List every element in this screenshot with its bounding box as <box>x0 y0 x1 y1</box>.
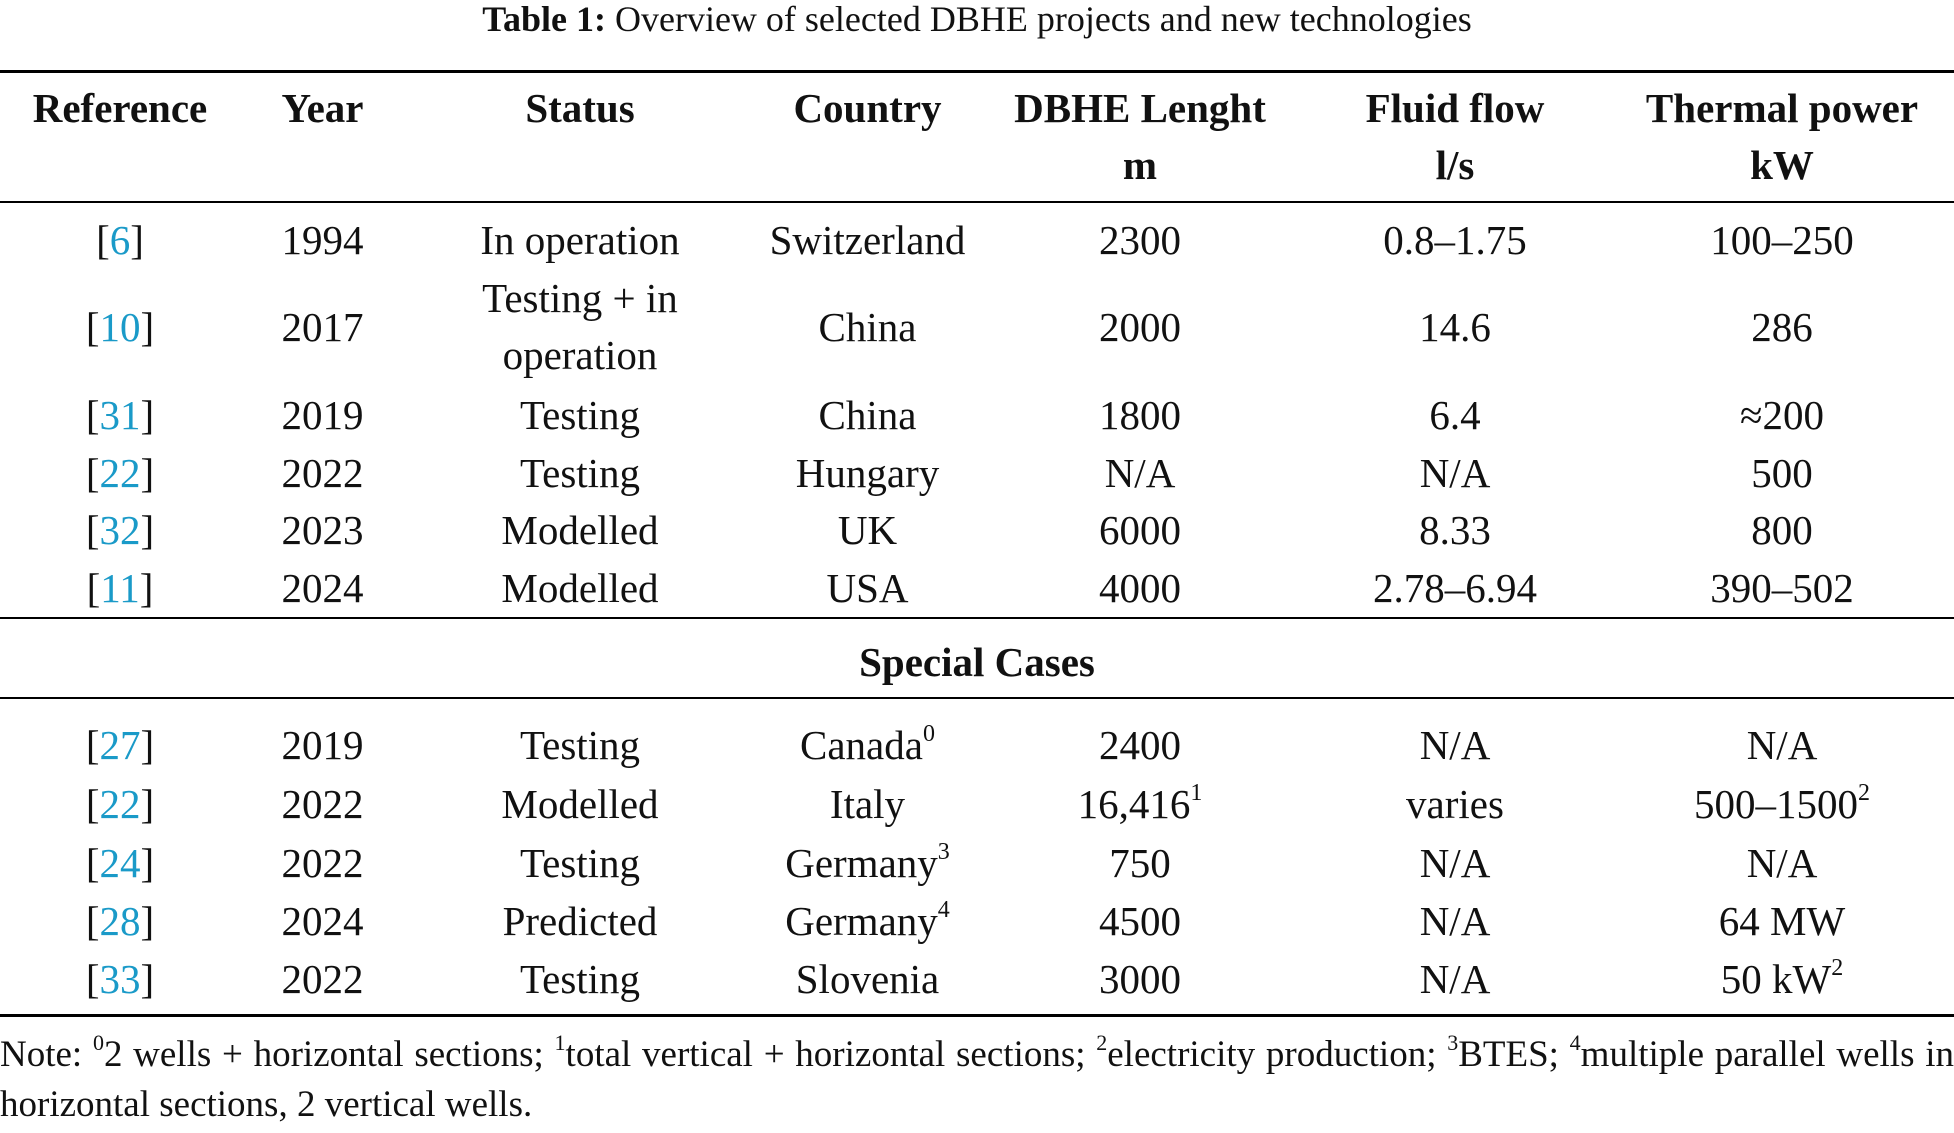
country-cell <box>755 299 980 356</box>
thermal-power-cell <box>1610 502 1954 559</box>
reference-link[interactable]: 32 <box>99 506 141 553</box>
length-cell <box>980 212 1300 269</box>
year-cell: 2024 <box>281 564 364 611</box>
length-cell <box>980 893 1300 950</box>
length-cell-text: N/A <box>1104 449 1176 496</box>
country-cell-text: China <box>818 303 917 350</box>
year-cell: 2022 <box>281 780 364 827</box>
bracket-open: [ <box>86 564 101 611</box>
status-cell: Testing <box>519 391 641 438</box>
thermal-power-cell-text: N/A <box>1746 721 1818 768</box>
length-cell-text: 4500 <box>1099 897 1181 944</box>
table-row <box>0 212 1954 268</box>
table-row <box>0 717 1954 773</box>
length-cell <box>980 560 1300 617</box>
country-cell-text: Italy <box>829 780 906 827</box>
reference-cell <box>0 445 240 502</box>
country-cell-text: USA <box>826 564 909 611</box>
table-header-row <box>0 80 1954 200</box>
country-cell-text: Switzerland <box>769 216 966 263</box>
note-footnote-marker: 4 <box>1569 1030 1581 1055</box>
bottom-rule <box>0 1014 1954 1017</box>
length-cell-text: 1800 <box>1099 391 1181 438</box>
length-cell <box>980 387 1300 444</box>
country-cell <box>755 445 980 502</box>
length-cell <box>980 502 1300 559</box>
fluid-flow-cell: N/A <box>1419 897 1491 944</box>
status-cell: Testing <box>519 955 641 1002</box>
note-footnote-marker: 1 <box>554 1030 566 1055</box>
table-row <box>0 951 1954 1007</box>
thermal-power-cell <box>1610 212 1954 269</box>
reference-cell <box>0 560 240 617</box>
length-cell-text: 2300 <box>1099 216 1181 263</box>
thermal-power-cell <box>1610 835 1954 892</box>
thermal-power-cell-text: 800 <box>1751 506 1813 553</box>
country-cell <box>755 835 980 892</box>
bracket-open: [ <box>96 216 110 263</box>
caption-label: Table 1: <box>482 0 606 39</box>
header-status: Status <box>525 85 635 131</box>
bracket-open: [ <box>85 839 100 886</box>
bracket-close: ] <box>140 391 155 438</box>
table-row <box>0 835 1954 891</box>
year-cell: 2019 <box>281 391 364 438</box>
country-cell-text: Hungary <box>795 449 940 496</box>
reference-link[interactable]: 6 <box>109 216 131 263</box>
thermal-power-cell <box>1610 893 1954 950</box>
thermal-power-cell <box>1610 951 1954 1008</box>
thermal-power-cell-text: 64 MW <box>1718 897 1846 944</box>
country-cell-footnote: 0 <box>922 720 935 747</box>
thermal-power-cell-text: 50 kW <box>1720 955 1832 1002</box>
country-cell-text: Canada <box>800 721 923 768</box>
country-cell <box>755 502 980 559</box>
bracket-close: ] <box>139 564 154 611</box>
status-cell: Predicted <box>502 897 658 944</box>
thermal-power-cell-footnote: 2 <box>1831 954 1844 981</box>
header-reference: Reference <box>32 85 208 131</box>
year-cell: 2022 <box>281 955 364 1002</box>
reference-link[interactable]: 28 <box>99 897 141 944</box>
reference-link[interactable]: 22 <box>99 780 141 827</box>
table-row <box>0 776 1954 832</box>
status-cell: Testing <box>519 839 641 886</box>
length-cell-footnote: 1 <box>1190 779 1203 806</box>
year-cell: 2024 <box>281 897 364 944</box>
thermal-power-cell-footnote: 2 <box>1858 779 1870 806</box>
length-cell <box>980 951 1300 1008</box>
thermal-power-cell <box>1610 445 1954 502</box>
fluid-flow-cell: N/A <box>1419 839 1491 886</box>
fluid-flow-cell: 14.6 <box>1419 303 1491 350</box>
country-cell-text: China <box>818 391 917 438</box>
header-fluid-flow: Fluid flow l/s <box>1365 85 1545 188</box>
length-cell <box>980 445 1300 502</box>
header-thermal-power: Thermal power kW <box>1645 85 1919 188</box>
fluid-flow-cell: 0.8–1.75 <box>1383 216 1527 263</box>
status-cell: Modelled <box>501 564 659 611</box>
table-row <box>0 270 1954 384</box>
reference-cell <box>0 835 240 892</box>
year-cell: 2022 <box>281 839 364 886</box>
status-cell: In operation <box>480 216 680 263</box>
note-footnote-marker: 3 <box>1447 1030 1459 1055</box>
bracket-close: ] <box>140 897 155 944</box>
country-cell-footnote: 4 <box>937 896 950 923</box>
thermal-power-cell-text: 500–1500 <box>1694 780 1858 827</box>
thermal-power-cell-text: 100–250 <box>1710 216 1854 263</box>
thermal-power-cell-text: 286 <box>1751 303 1813 350</box>
length-cell-text: 2000 <box>1099 303 1181 350</box>
bracket-open: [ <box>85 721 100 768</box>
bracket-open: [ <box>85 303 100 350</box>
table-row <box>0 502 1954 558</box>
table-row <box>0 445 1954 501</box>
length-cell-text: 3000 <box>1099 955 1181 1002</box>
section-title: Special Cases <box>859 639 1095 685</box>
header-country: Country <box>793 85 942 131</box>
thermal-power-cell <box>1610 387 1954 444</box>
bracket-close: ] <box>140 303 155 350</box>
bracket-open: [ <box>85 449 100 496</box>
reference-link[interactable]: 27 <box>99 721 141 768</box>
thermal-power-cell-text: ≈200 <box>1739 391 1824 438</box>
bracket-open: [ <box>85 391 100 438</box>
reference-cell <box>0 717 240 774</box>
length-cell <box>980 299 1300 356</box>
fluid-flow-cell: varies <box>1406 780 1504 827</box>
year-cell: 2019 <box>281 721 364 768</box>
bracket-close: ] <box>130 216 144 263</box>
fluid-flow-cell: 6.4 <box>1429 391 1481 438</box>
country-cell-footnote: 3 <box>937 838 950 865</box>
bracket-open: [ <box>85 506 100 553</box>
top-rule <box>0 70 1954 73</box>
reference-link[interactable]: 33 <box>99 955 141 1002</box>
reference-link[interactable]: 24 <box>99 839 141 886</box>
table-caption <box>0 0 1954 44</box>
status-cell: Testing + in operation <box>482 275 678 378</box>
note-footnote-text: multiple parallel wells in horizontal sections, 2 vertical wells. <box>0 1034 1954 1125</box>
table-row <box>0 560 1954 616</box>
note-footnote-text: electricity production; <box>1107 1034 1448 1075</box>
reference-cell <box>0 776 240 833</box>
note-footnote-text: 2 wells + horizontal sections; <box>103 1034 555 1075</box>
reference-cell <box>0 502 240 559</box>
status-cell: Testing <box>519 721 641 768</box>
country-cell <box>755 212 980 269</box>
thermal-power-cell-text: 390–502 <box>1710 564 1854 611</box>
fluid-flow-cell: N/A <box>1419 721 1491 768</box>
year-cell: 2017 <box>281 303 364 350</box>
country-cell-text: Germany <box>785 839 938 886</box>
length-cell-text: 750 <box>1109 839 1171 886</box>
reference-cell <box>0 893 240 950</box>
fluid-flow-cell: 2.78–6.94 <box>1373 564 1537 611</box>
country-cell <box>755 560 980 617</box>
bracket-open: [ <box>85 955 100 1002</box>
country-cell <box>755 893 980 950</box>
length-cell-text: 4000 <box>1099 564 1181 611</box>
status-cell: Modelled <box>501 780 659 827</box>
fluid-flow-cell: 8.33 <box>1419 506 1491 553</box>
bracket-close: ] <box>140 955 155 1002</box>
country-cell <box>755 776 980 833</box>
country-cell-text: Slovenia <box>795 955 940 1002</box>
bracket-close: ] <box>140 780 155 827</box>
country-cell-text: UK <box>837 506 898 553</box>
reference-cell <box>0 212 240 269</box>
year-cell: 2023 <box>281 506 364 553</box>
section-top-rule <box>0 617 1954 619</box>
length-cell <box>980 776 1300 833</box>
header-rule <box>0 201 1954 203</box>
section-bottom-rule <box>0 697 1954 699</box>
thermal-power-cell <box>1610 717 1954 774</box>
bracket-open: [ <box>85 897 100 944</box>
table-note <box>0 1030 1954 1130</box>
header-year: Year <box>281 85 364 131</box>
year-cell: 2022 <box>281 449 364 496</box>
length-cell <box>980 835 1300 892</box>
thermal-power-cell-text: 500 <box>1751 449 1813 496</box>
reference-link[interactable]: 11 <box>100 564 140 611</box>
fluid-flow-cell: N/A <box>1419 955 1491 1002</box>
note-footnote-marker: 2 <box>1096 1030 1108 1055</box>
note-footnote-text: BTES; <box>1458 1034 1570 1075</box>
thermal-power-cell <box>1610 560 1954 617</box>
table-row <box>0 893 1954 949</box>
status-cell: Testing <box>519 449 641 496</box>
fluid-flow-cell: N/A <box>1419 449 1491 496</box>
bracket-close: ] <box>140 506 155 553</box>
country-cell <box>755 387 980 444</box>
reference-cell <box>0 951 240 1008</box>
note-prefix: Note: <box>0 1034 93 1075</box>
table-row <box>0 387 1954 443</box>
reference-cell <box>0 387 240 444</box>
thermal-power-cell <box>1610 776 1954 833</box>
header-length: DBHE Lenght m <box>1014 85 1266 188</box>
caption-text: Overview of selected DBHE projects and new technologies <box>614 0 1472 39</box>
year-cell: 1994 <box>281 216 364 263</box>
length-cell <box>980 717 1300 774</box>
bracket-close: ] <box>140 721 155 768</box>
thermal-power-cell <box>1610 299 1954 356</box>
country-cell <box>755 951 980 1008</box>
reference-link[interactable]: 31 <box>99 391 141 438</box>
note-footnote-marker: 0 <box>92 1030 104 1055</box>
country-cell <box>755 717 980 774</box>
reference-link[interactable]: 22 <box>99 449 141 496</box>
reference-link[interactable]: 10 <box>99 303 141 350</box>
length-cell-text: 6000 <box>1099 506 1181 553</box>
reference-cell <box>0 299 240 356</box>
thermal-power-cell-text: N/A <box>1746 839 1818 886</box>
status-cell: Modelled <box>501 506 659 553</box>
country-cell-text: Germany <box>785 897 938 944</box>
bracket-open: [ <box>85 780 100 827</box>
note-footnote-text: total vertical + horizontal sections; <box>565 1034 1097 1075</box>
length-cell-text: 2400 <box>1099 721 1181 768</box>
length-cell-text: 16,416 <box>1077 780 1191 827</box>
bracket-close: ] <box>140 839 155 886</box>
bracket-close: ] <box>140 449 155 496</box>
